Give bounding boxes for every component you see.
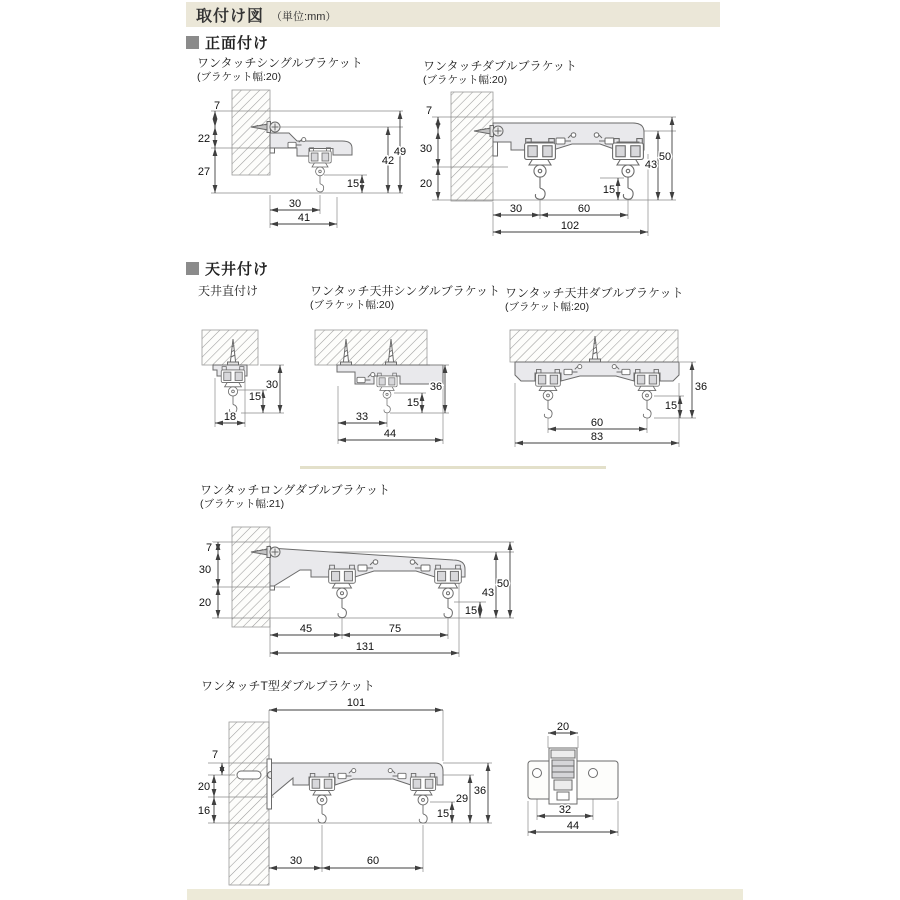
section-ceiling-title: 天井付け <box>205 261 270 278</box>
dim-screw-to-tip: 29 <box>455 793 469 805</box>
wall-hatch <box>232 90 270 175</box>
dim-arm-to-bottom: 20 <box>419 178 433 190</box>
screw-hole <box>533 769 542 778</box>
diagram-label: 天井直付け <box>198 284 259 298</box>
dim-total-height: 50 <box>496 578 510 590</box>
diagram-sublabel: (ブラケット幅:20) <box>197 71 282 83</box>
dim-arm-to-bottom: 16 <box>197 805 211 817</box>
ceiling-hatch <box>315 330 427 365</box>
dim-hook-len: 15 <box>248 391 262 403</box>
dim-screw-offset: 7 <box>211 749 219 761</box>
mount-slot <box>237 771 261 779</box>
section-ceiling-header <box>186 258 269 279</box>
runner-hook <box>309 148 331 192</box>
dim-hook-len: 15 <box>406 397 420 409</box>
section-marker-icon <box>186 262 199 275</box>
label-front-single <box>197 56 363 84</box>
diagram-t-top-view <box>516 712 641 844</box>
label-long-double <box>200 483 390 511</box>
diagram-label: ワンタッチ天井ダブルブラケット <box>505 286 684 300</box>
dim-hook-spacing: 60 <box>366 855 380 867</box>
dim-screw-to-arm: 30 <box>198 564 212 576</box>
dim-total-width: 83 <box>590 431 604 443</box>
label-front-double <box>423 59 577 87</box>
dim-total-depth: 102 <box>560 220 580 232</box>
dim-hook-spacing: 60 <box>590 417 604 429</box>
dim-screw-offset: 7 <box>205 542 213 554</box>
bracket-mechanism <box>549 748 577 804</box>
dim-wall-to-hook: 30 <box>288 198 302 210</box>
diagram-long-double <box>190 514 540 666</box>
diagram-label: ワンタッチシングルブラケット <box>197 56 363 70</box>
diagram-ceiling-single <box>310 326 458 444</box>
dim-hole-spacing: 32 <box>558 804 572 816</box>
runner-hook <box>613 139 644 200</box>
section-front-header <box>186 32 269 53</box>
dim-screw-to-arm: 30 <box>419 143 433 155</box>
dim-hook-len: 15 <box>664 400 678 412</box>
screw-hole <box>589 769 598 778</box>
diagram-label: ワンタッチダブルブラケット <box>423 59 577 73</box>
section-divider <box>300 466 606 469</box>
bracket-plate <box>267 759 272 809</box>
dim-total-height: 30 <box>265 379 279 391</box>
runner-hook <box>635 369 660 418</box>
page-title: 取付け図 <box>196 8 265 25</box>
label-ceiling-direct <box>198 284 258 299</box>
dim-wall-to-hook: 30 <box>289 855 303 867</box>
diagram-label: ワンタッチロングダブルブラケット <box>200 483 390 497</box>
dim-total-width: 44 <box>383 428 397 440</box>
dim-hook-len: 15 <box>346 178 360 190</box>
dim-hook-len: 15 <box>602 184 616 196</box>
diagram-sublabel: (ブラケット幅:20) <box>423 74 508 86</box>
dim-total-height: 36 <box>694 381 708 393</box>
diagram-label: ワンタッチT型ダブルブラケット <box>201 679 375 693</box>
dim-total-height: 36 <box>473 785 487 797</box>
dim-screw-to-arm: 22 <box>197 133 211 145</box>
label-t-double <box>201 679 375 694</box>
dim-bracket-width: 20 <box>556 721 570 733</box>
dim-plate-width: 44 <box>566 820 580 832</box>
wall-hatch <box>229 722 269 885</box>
dim-wall-to-hook: 45 <box>299 623 313 635</box>
ceiling-hatch <box>202 330 258 365</box>
dim-arm-to-bottom: 27 <box>197 166 211 178</box>
dim-total-height: 36 <box>429 381 443 393</box>
label-ceiling-double <box>505 286 683 314</box>
dim-rail-width: 18 <box>223 411 237 423</box>
runner-hook <box>410 773 435 823</box>
dim-screw-to-tip: 43 <box>644 159 658 171</box>
title-band <box>186 2 720 27</box>
dim-rail-length: 101 <box>346 697 366 709</box>
runner-hook <box>525 139 556 200</box>
diagram-sublabel: (ブラケット幅:20) <box>505 301 590 313</box>
dim-wall-to-hook: 30 <box>509 203 523 215</box>
dim-screw-to-tip: 43 <box>481 587 495 599</box>
diagram-front-double <box>412 88 684 240</box>
section-front-title: 正面付け <box>205 35 270 52</box>
dim-total-depth: 41 <box>297 212 311 224</box>
dim-edge-to-hook: 33 <box>355 411 369 423</box>
runner-hook <box>329 565 356 617</box>
runner-hook <box>536 369 561 418</box>
diagram-ceiling-direct <box>196 326 291 434</box>
dim-hook-len: 15 <box>464 605 478 617</box>
diagram-t-double <box>190 695 525 900</box>
dim-total-height: 50 <box>658 151 672 163</box>
diagram-label: ワンタッチ天井シングルブラケット <box>310 284 501 298</box>
runner-hook <box>435 565 462 617</box>
label-ceiling-single <box>310 284 500 312</box>
dim-hook-spacing: 75 <box>388 623 402 635</box>
diagram-sublabel: (ブラケット幅:21) <box>200 498 285 510</box>
dim-hook-len: 15 <box>436 808 450 820</box>
diagram-ceiling-double <box>496 326 711 448</box>
dim-total-depth: 131 <box>355 641 375 653</box>
section-marker-icon <box>186 36 199 49</box>
dim-screw-to-tip: 42 <box>381 155 395 167</box>
diagram-front-single <box>191 85 411 240</box>
diagram-sublabel: (ブラケット幅:20) <box>310 299 395 311</box>
wall-hatch <box>451 92 493 201</box>
dim-total-height: 49 <box>393 146 407 158</box>
dim-arm-to-bottom: 20 <box>198 597 212 609</box>
dim-hook-spacing: 60 <box>577 203 591 215</box>
dim-screw-offset: 7 <box>425 105 433 117</box>
unit-note: （単位:mm） <box>271 10 337 23</box>
dim-screw-to-arm: 20 <box>197 781 211 793</box>
bottom-band <box>187 889 743 900</box>
runner-hook <box>309 773 334 823</box>
dim-screw-offset: 7 <box>213 100 221 112</box>
